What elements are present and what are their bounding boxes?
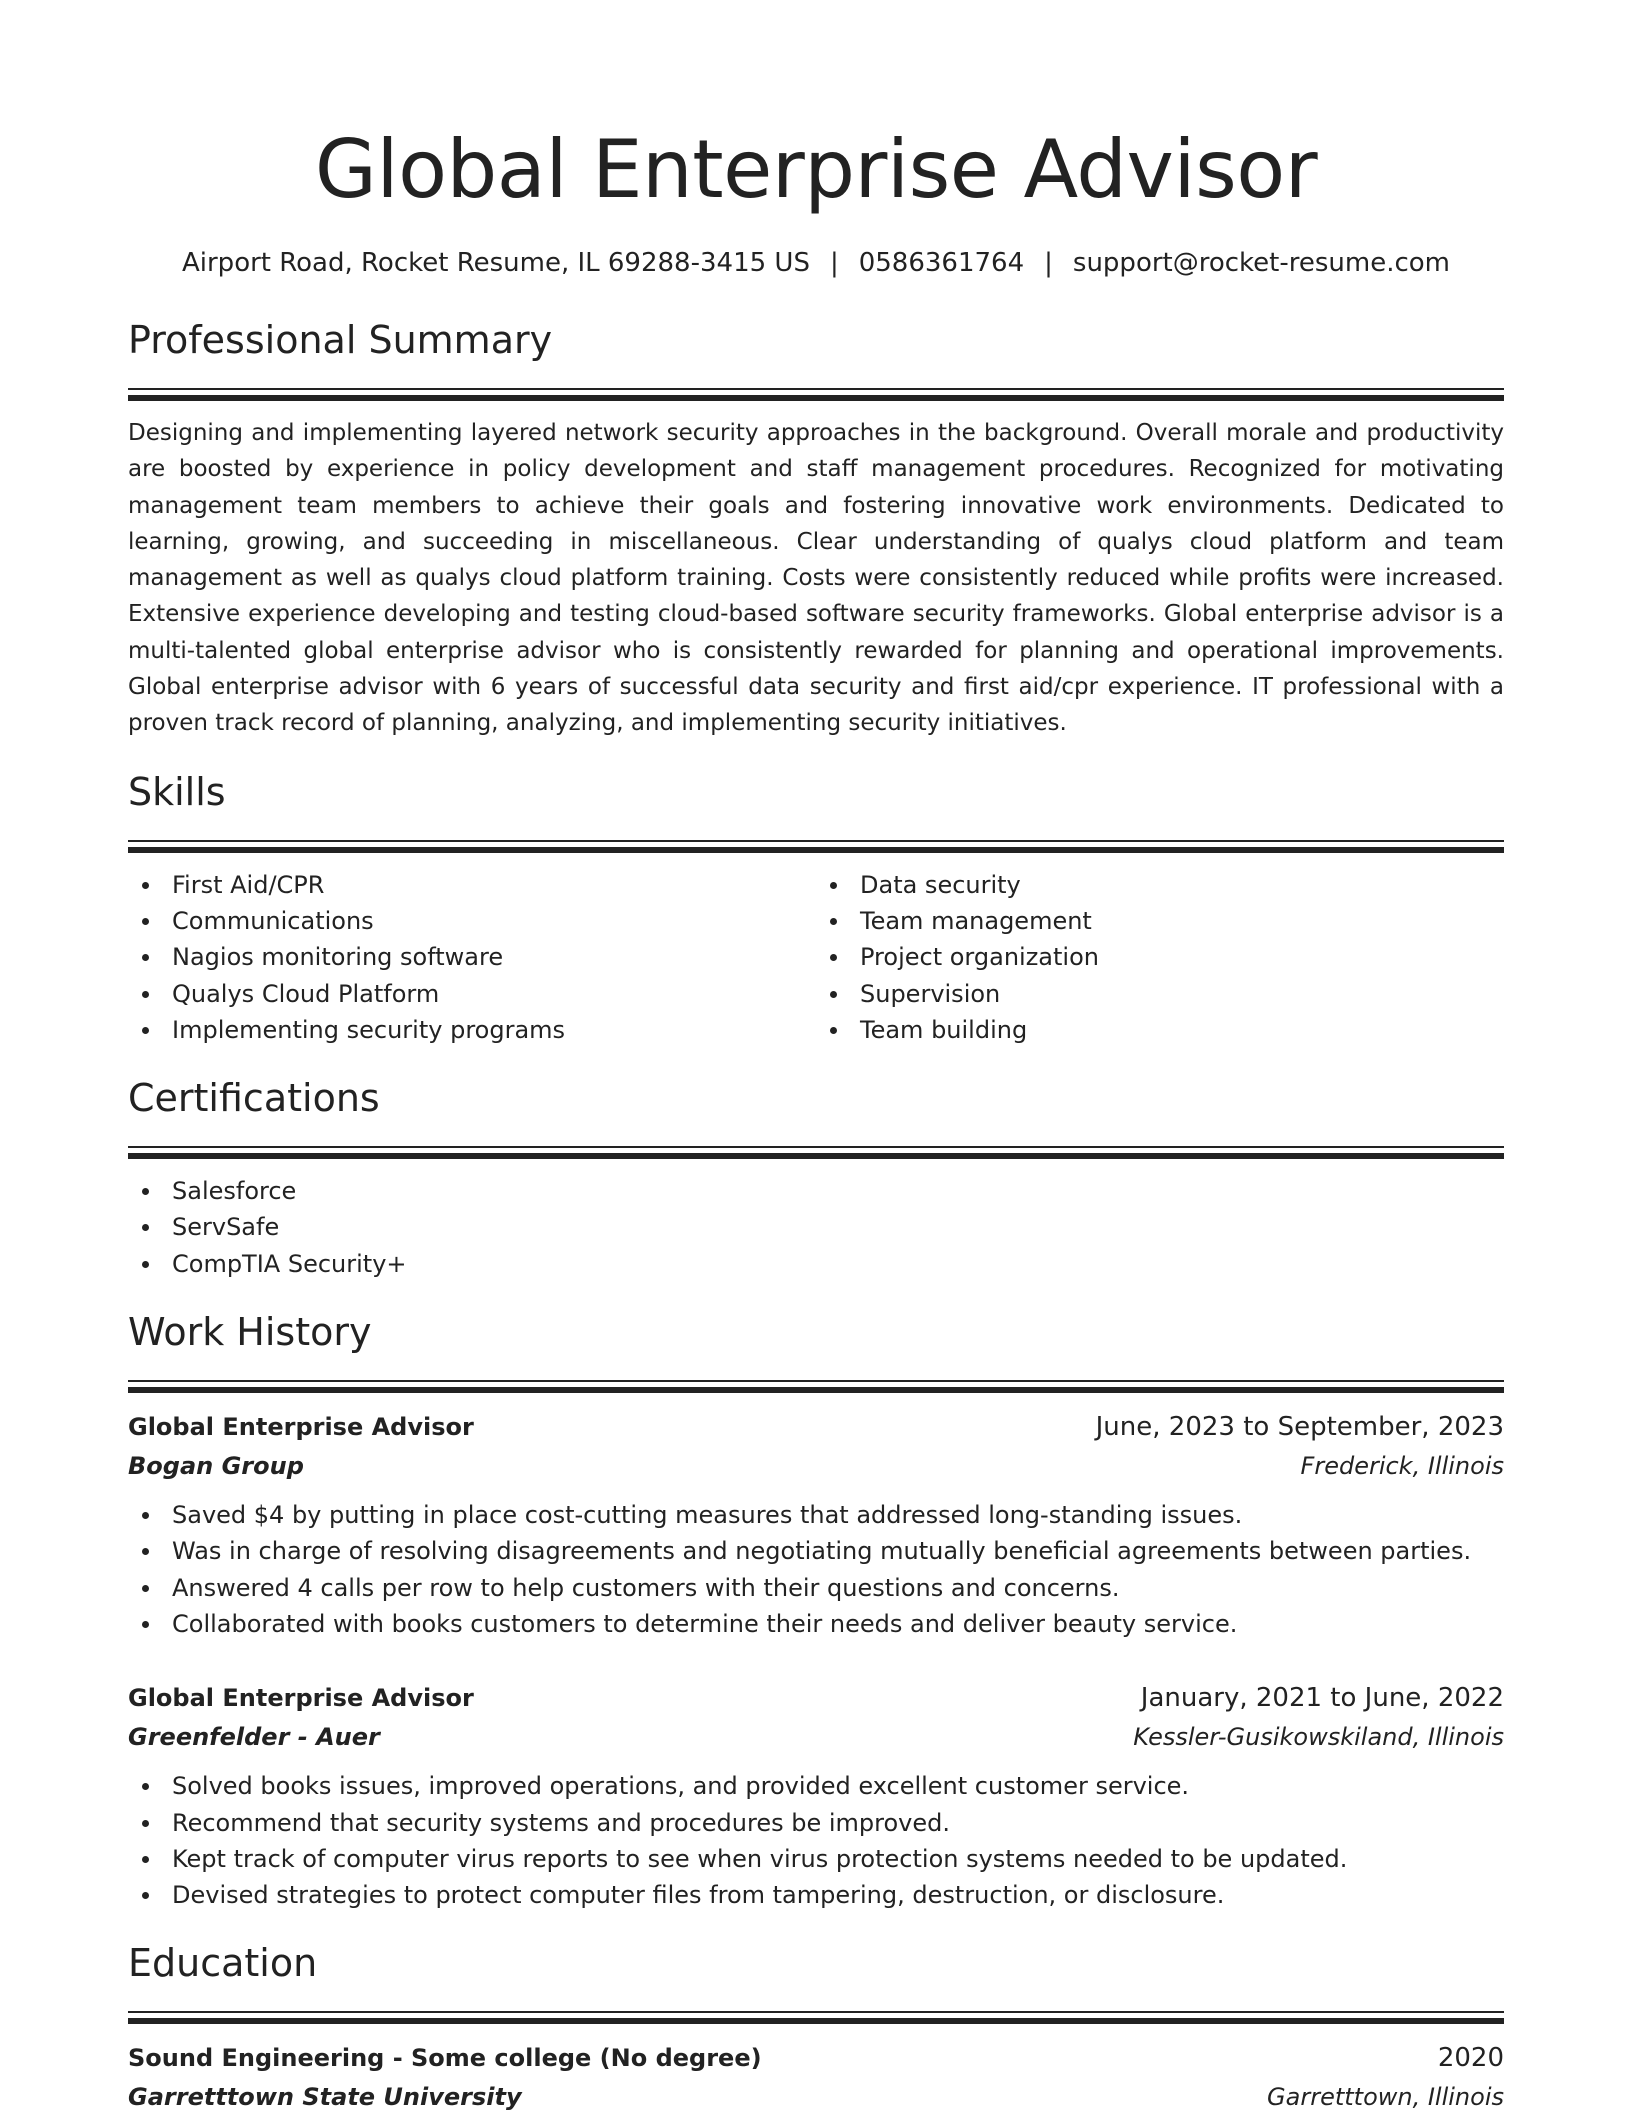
job-bullet: Collaborated with books customers to determine their needs and deliver beauty service.	[128, 1606, 1504, 1642]
section-divider	[128, 1380, 1504, 1393]
job-bullet: Solved books issues, improved operations, and provided excellent customer service.	[128, 1768, 1504, 1804]
job-dates: June, 2023 to September, 2023	[1095, 1412, 1504, 1443]
job-dates: January, 2021 to June, 2022	[1140, 1683, 1504, 1714]
job-header-row	[128, 1678, 1504, 1718]
section-divider	[128, 388, 1504, 401]
job-location: Frederick, Illinois	[1300, 1452, 1504, 1481]
skills-columns	[128, 853, 1504, 1048]
job-bullet: Answered 4 calls per row to help customers with their questions and concerns.	[128, 1570, 1504, 1606]
job-header-row	[128, 1407, 1504, 1447]
education-section	[128, 1939, 1504, 2116]
skills-list-right	[816, 867, 1504, 1048]
certification-item: ServSafe	[128, 1209, 1504, 1245]
contact-email[interactable]: support@rocket-resume.com	[1072, 248, 1451, 278]
education-school-row	[128, 2078, 1504, 2116]
summary-text: Designing and implementing layered network security approaches in the background. Overall morale and productivity are boosted by experience in policy development and staff management procedures. Recognized for motivating management team members to achieve their goals and fostering innovative work environments. Dedicated to learning, growing, and succeeding in miscellaneous. Clear understanding of qualys cloud platform and team management as well as qualys cloud platform training. Costs were consistently reduced while profits were increased. Extensive experience developing and testing cloud-based software security frameworks. Global enterprise advisor is a multi-talented global enterprise advisor who is consistently rewarded for planning and operational improvements. Global enterprise advisor with 6 years of successful data security and first aid/cpr experience. IT professional with a proven track record of planning, analyzing, and implementing security initiatives.	[128, 420, 1504, 737]
skill-item: Team building	[816, 1012, 1504, 1048]
job-bullets	[128, 1768, 1504, 1913]
education-year: 2020	[1437, 2043, 1504, 2074]
skill-item: Team management	[816, 903, 1504, 939]
section-title-skills: Skills	[128, 769, 226, 814]
job-entry	[128, 1678, 1504, 1913]
certification-item: Salesforce	[128, 1173, 1504, 1209]
skill-item: Supervision	[816, 976, 1504, 1012]
section-divider	[128, 2011, 1504, 2024]
skill-item: Project organization	[816, 939, 1504, 975]
education-school: Garretttown State University	[128, 2083, 522, 2112]
work-history-section	[128, 1308, 1504, 1913]
summary-section	[128, 316, 1504, 742]
education-header-row	[128, 2038, 1504, 2078]
skill-item: First Aid/CPR	[128, 867, 816, 903]
contact-address: Airport Road, Rocket Resume, IL 69288-3415 US	[181, 248, 810, 278]
skill-item: Data security	[816, 867, 1504, 903]
section-title-education: Education	[128, 1941, 318, 1986]
skills-section	[128, 768, 1504, 1048]
education-location: Garretttown, Illinois	[1267, 2083, 1504, 2112]
certifications-list	[128, 1173, 1504, 1282]
section-divider	[128, 1146, 1504, 1159]
job-company: Greenfelder - Auer	[128, 1723, 380, 1752]
section-divider	[128, 840, 1504, 853]
contact-separator: |	[1044, 248, 1053, 278]
job-bullet: Was in charge of resolving disagreements and negotiating mutually beneficial agreements between parties.	[128, 1533, 1504, 1569]
job-company: Bogan Group	[128, 1452, 304, 1481]
skill-item: Qualys Cloud Platform	[128, 976, 816, 1012]
skill-item: Nagios monitoring software	[128, 939, 816, 975]
section-title-certifications: Certifications	[128, 1076, 380, 1121]
education-entry	[128, 2038, 1504, 2116]
job-company-row	[128, 1447, 1504, 1485]
section-title-work-history: Work History	[128, 1310, 372, 1355]
contact-phone: 0586361764	[858, 248, 1025, 278]
skills-list-left	[128, 867, 816, 1048]
job-bullets	[128, 1497, 1504, 1642]
education-degree: Sound Engineering - Some college (No degree)	[128, 2044, 762, 2073]
job-bullet: Kept track of computer virus reports to see when virus protection systems needed to be updated.	[128, 1841, 1504, 1877]
certification-item: CompTIA Security+	[128, 1246, 1504, 1282]
certifications-section	[128, 1074, 1504, 1282]
job-company-row	[128, 1718, 1504, 1756]
contact-separator: |	[829, 248, 839, 278]
contact-line	[128, 246, 1504, 280]
section-title-summary: Professional Summary	[128, 318, 553, 362]
job-location: Kessler-Gusikowskiland, Illinois	[1133, 1723, 1504, 1752]
skill-item: Communications	[128, 903, 816, 939]
job-bullet: Devised strategies to protect computer files from tampering, destruction, or disclosure.	[128, 1877, 1504, 1913]
job-bullet: Saved $4 by putting in place cost-cutting measures that addressed long-standing issues.	[128, 1497, 1504, 1533]
job-title: Global Enterprise Advisor	[128, 1684, 474, 1713]
job-bullet: Recommend that security systems and procedures be improved.	[128, 1805, 1504, 1841]
job-title: Global Enterprise Advisor	[128, 1413, 474, 1442]
job-entry	[128, 1407, 1504, 1642]
skill-item: Implementing security programs	[128, 1012, 816, 1048]
candidate-name: Global Enterprise Advisor	[314, 123, 1318, 216]
